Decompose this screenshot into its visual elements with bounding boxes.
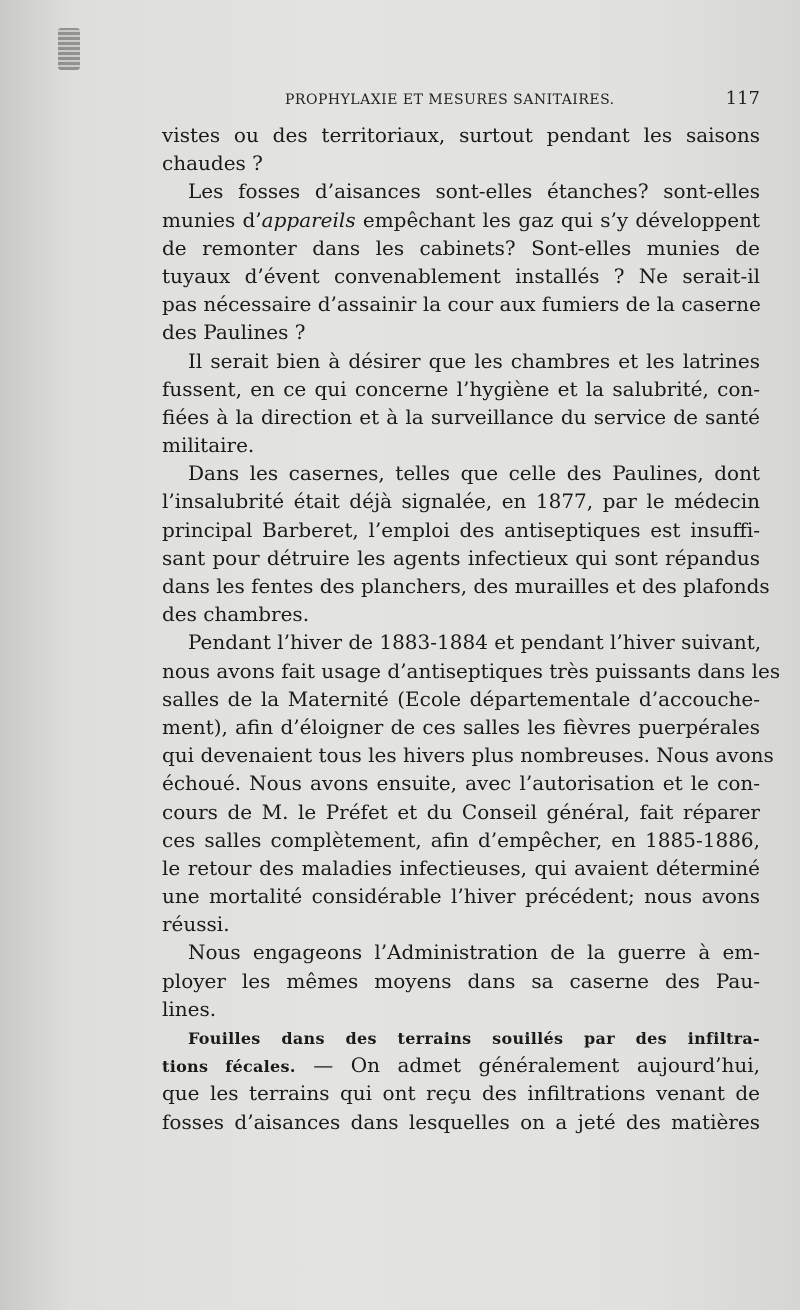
text-line [162,206,760,234]
text-line: l’insalubrité était déjà signalée, en 1877, par le médecin [162,489,760,514]
text-line [162,1051,760,1079]
text-line: ment), afin d’éloigner de ces salles les fièvres puerpérales [162,714,760,739]
body-text [162,121,781,1136]
text-line: des chambres. [162,602,310,627]
text-line: de remonter dans les cabinets? Sont-elles munies de [162,235,760,260]
text-line [162,1023,760,1051]
text-line: échoué. Nous avons ensuite, avec l’autorisation et le con- [162,771,760,796]
text-line: fussent, en ce qui concerne l’hygiène et la salubrité, con- [162,376,760,401]
text-line: fosses d’aisances dans lesquelles on a jeté des matières [162,1109,760,1134]
text-line: le retour des maladies infectieuses, qui avaient déterminé [162,855,760,880]
page-edge-mark [58,28,80,70]
running-title: PROPHYLAXIE ET MESURES SANITAIRES. [285,92,615,108]
text-line: ces salles complètement, afin d’empêcher, en 1885-1886, [162,827,760,852]
page-number: 117 [725,88,760,109]
text-line: chaudes ? [162,151,263,176]
section-lead: tions fécales. [162,1057,296,1077]
text-line: dans les fentes des planchers, des murailles et des plafonds [162,574,770,598]
text-line: salles de la Maternité (Ecole départementale d’accouche- [162,686,760,711]
text-line: une mortalité considérable l’hiver précédent; nous avons [162,884,760,909]
text-span: munies d’ [162,207,262,232]
text-span: empêchant les gaz qui s’y développent [355,207,760,232]
text-line: sant pour détruire les agents infectieux qui sont répandus [162,545,760,570]
text-span: — On admet généralement aujourd’hui, [295,1053,760,1078]
text-line: que les terrains qui ont reçu des infiltrations venant de [162,1081,760,1106]
text-line: des Paulines ? [162,320,306,345]
text-line: cours de M. le Préfet et du Conseil général, fait réparer [162,799,760,824]
text-line: Pendant l’hiver de 1883-1884 et pendant l’hiver suivant, [188,630,762,655]
text-line: pas nécessaire d’assainir la cour aux fumiers de la caserne [162,292,761,317]
text-line: Il serait bien à désirer que les chambres et les latrines [188,348,760,373]
text-line: nous avons fait usage d’antiseptiques très puissants dans les [162,658,781,683]
text-line: militaire. [162,433,255,458]
italic-term: appareils [261,207,356,232]
text-line: Les fosses d’aisances sont-elles étanches? sont-elles [188,179,760,204]
text-line: réussi. [162,912,230,937]
text-line: tuyaux d’évent convenablement installés ? Ne serait-il [162,263,760,288]
text-line: fiées à la direction et à la surveillance du service de santé [162,404,760,429]
text-line: ployer les mêmes moyens dans sa caserne des Pau- [162,968,760,993]
text-line: Nous engageons l’Administration de la guerre à em- [188,940,760,965]
text-line: qui devenaient tous les hivers plus nombreuses. Nous avons [162,743,774,768]
text-line: principal Barberet, l’emploi des antiseptiques est insuffi- [162,517,760,542]
text-line: vistes ou des territoriaux, surtout pendant les saisons [162,123,760,147]
text-line: lines. [162,996,217,1021]
running-head [160,90,760,114]
text-line: Dans les casernes, telles que celle des Paulines, dont [188,461,760,486]
section-lead: Fouilles dans des terrains souillés par des infiltra- [188,1029,760,1048]
